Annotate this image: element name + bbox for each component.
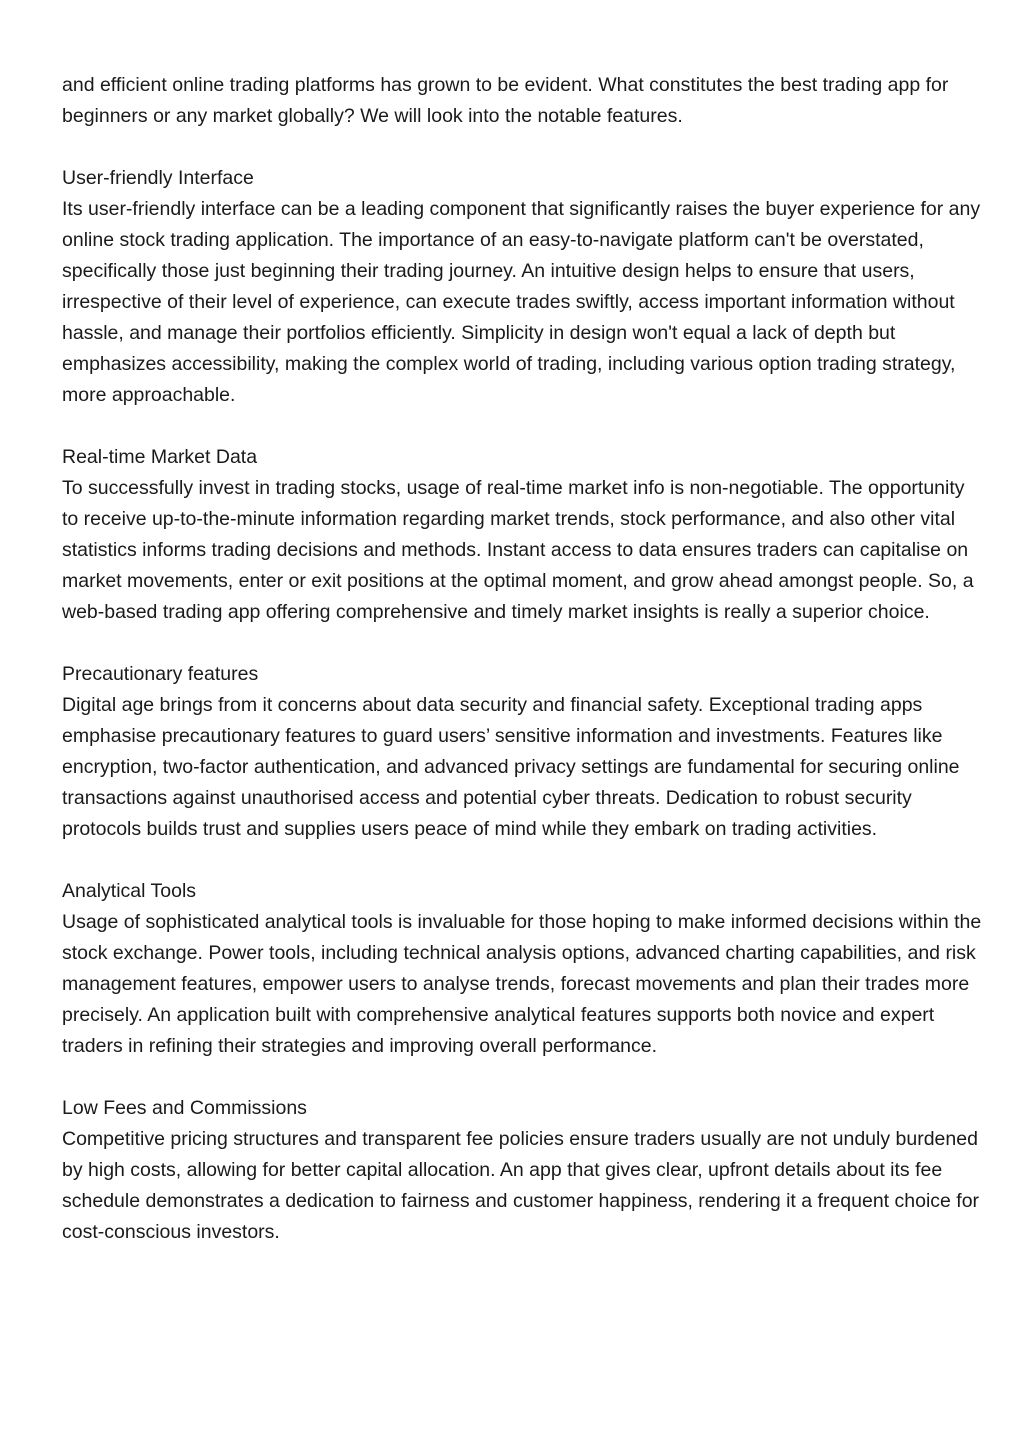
section-body: Digital age brings from it concerns about data security and financial safety. Exceptional trading apps emphasise precautionary features to guard users’ sensitive information and investments. Features like encryption, two-factor authentication, and advanced privacy settings are fundamental for securing online transactions against unauthorised access and potential cyber threats. Dedication to robust security protocols builds trust and supplies users peace of mind while they embark on trading activities. xyxy=(62,694,960,840)
section-heading: Real-time Market Data xyxy=(62,446,258,468)
section-body: Its user-friendly interface can be a leading component that significantly raises the buyer experience for any online stock trading application. The importance of an easy-to-navigate platform can't be overstated, specifically those just beginning their trading journey. An intuitive design helps to ensure that users, irrespective of their level of experience, can execute trades swiftly, access important information without hassle, and manage their portfolios efficiently. Simplicity in design won't equal a lack of depth but emphasizes accessibility, making the complex world of trading, including various option trading strategy, more approachable. xyxy=(62,198,981,406)
section-heading: Low Fees and Commissions xyxy=(62,1097,307,1119)
section-low-fees-and-commissions xyxy=(62,1093,982,1248)
section-heading: User-friendly Interface xyxy=(62,167,254,189)
section-body: Competitive pricing structures and transparent fee policies ensure traders usually are not unduly burdened by high costs, allowing for better capital allocation. An app that gives clear, upfront details about its fee schedule demonstrates a dedication to fairness and customer happiness, rendering it a frequent choice for cost-conscious investors. xyxy=(62,1128,980,1243)
section-heading: Analytical Tools xyxy=(62,880,197,902)
section-body: Usage of sophisticated analytical tools is invaluable for those hoping to make informed decisions within the stock exchange. Power tools, including technical analysis options, advanced charting capabilities, and risk management features, empower users to analyse trends, forecast movements and plan their trades more precisely. An application built with comprehensive analytical features supports both novice and expert traders in refining their strategies and improving overall performance. xyxy=(62,911,982,1057)
section-heading: Precautionary features xyxy=(62,663,259,685)
intro-paragraph: and efficient online trading platforms has grown to be evident. What constitutes the best trading app for beginners or any market globally? We will look into the notable features. xyxy=(62,74,949,127)
section-precautionary-features xyxy=(62,659,982,845)
document-page xyxy=(62,70,982,1279)
section-body: To successfully invest in trading stocks, usage of real-time market info is non-negotiable. The opportunity to receive up-to-the-minute information regarding market trends, stock performance, and also other vital statistics informs trading decisions and methods. Instant access to data ensures traders can capitalise on market movements, enter or exit positions at the optimal moment, and grow ahead amongst people. So, a web-based trading app offering comprehensive and timely market insights is really a superior choice. xyxy=(62,477,974,623)
section-real-time-market-data xyxy=(62,442,982,628)
section-user-friendly-interface xyxy=(62,163,982,411)
section-analytical-tools xyxy=(62,876,982,1062)
